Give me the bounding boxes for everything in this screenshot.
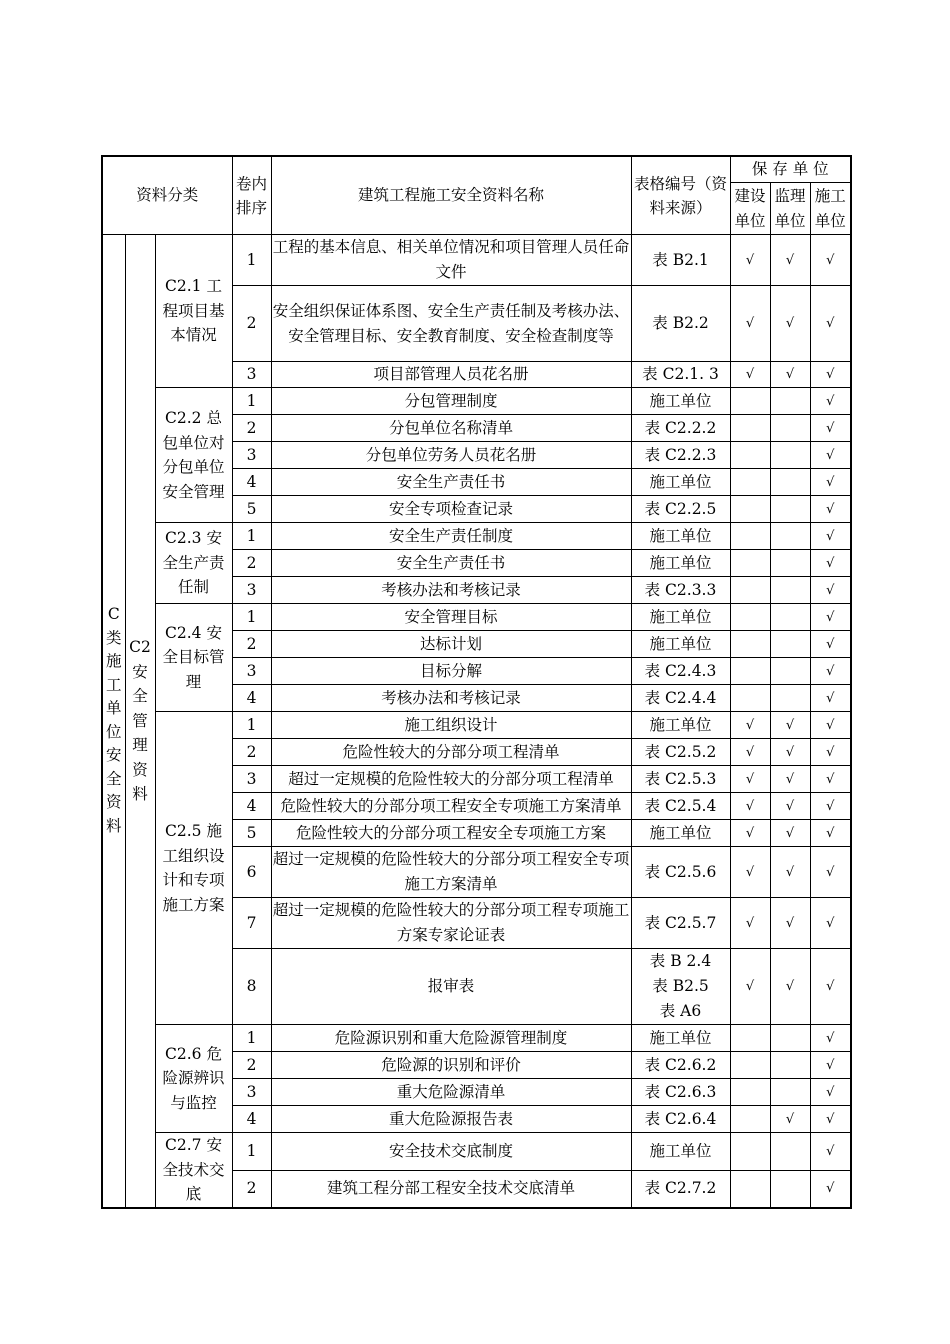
record-name: 重大危险源清单 xyxy=(271,1079,631,1106)
check-builder: √ xyxy=(810,388,851,415)
row-number: 3 xyxy=(232,577,271,604)
record-name: 建筑工程分部工程安全技术交底清单 xyxy=(271,1170,631,1208)
check-supervisor xyxy=(770,550,810,577)
form-number: 施工单位 xyxy=(631,604,730,631)
table-body xyxy=(102,235,851,1208)
form-number: 表 B2.2 xyxy=(631,286,730,362)
row-number: 5 xyxy=(232,496,271,523)
check-supervisor xyxy=(770,1133,810,1171)
check-owner: √ xyxy=(730,362,770,388)
row-number: 7 xyxy=(232,898,271,949)
record-name: 重大危险源报告表 xyxy=(271,1106,631,1133)
check-builder: √ xyxy=(810,1133,851,1171)
table-row xyxy=(102,523,851,550)
header-form-no: 表格编号（资料来源） xyxy=(631,156,730,235)
table-row xyxy=(102,712,851,739)
check-owner: √ xyxy=(730,820,770,847)
check-builder: √ xyxy=(810,550,851,577)
record-name: 危险性较大的分部分项工程清单 xyxy=(271,739,631,766)
check-owner xyxy=(730,469,770,496)
record-name: 分包管理制度 xyxy=(271,388,631,415)
check-owner xyxy=(730,658,770,685)
check-owner xyxy=(730,415,770,442)
check-owner: √ xyxy=(730,739,770,766)
group-label: C2.5 施工组织设计和专项施工方案 xyxy=(155,712,232,1025)
row-number: 1 xyxy=(232,712,271,739)
record-name: 项目部管理人员花名册 xyxy=(271,362,631,388)
row-number: 1 xyxy=(232,235,271,286)
record-name: 超过一定规模的危险性较大的分部分项工程安全专项施工方案清单 xyxy=(271,847,631,898)
record-name: 安全专项检查记录 xyxy=(271,496,631,523)
group-label: C2.1 工程项目基本情况 xyxy=(155,235,232,388)
group-label: C2.2 总包单位对分包单位安全管理 xyxy=(155,388,232,523)
record-name: 工程的基本信息、相关单位情况和项目管理人员任命文件 xyxy=(271,235,631,286)
check-supervisor: √ xyxy=(770,793,810,820)
row-number: 1 xyxy=(232,388,271,415)
check-owner xyxy=(730,442,770,469)
check-owner xyxy=(730,604,770,631)
check-owner xyxy=(730,1170,770,1208)
check-supervisor xyxy=(770,442,810,469)
form-number: 施工单位 xyxy=(631,820,730,847)
form-number: 表 C2.5.3 xyxy=(631,766,730,793)
check-owner: √ xyxy=(730,847,770,898)
header-builder: 施工单位 xyxy=(810,183,851,235)
row-number: 3 xyxy=(232,766,271,793)
form-number: 表 C2.5.6 xyxy=(631,847,730,898)
form-number: 表 C2.4.4 xyxy=(631,685,730,712)
check-owner xyxy=(730,631,770,658)
row-number: 2 xyxy=(232,286,271,362)
group-label: C2.7 安全技术交底 xyxy=(155,1133,232,1208)
check-supervisor: √ xyxy=(770,235,810,286)
table-row xyxy=(102,388,851,415)
check-builder: √ xyxy=(810,847,851,898)
check-builder: √ xyxy=(810,577,851,604)
header-supervisor: 监理单位 xyxy=(770,183,810,235)
check-builder: √ xyxy=(810,712,851,739)
check-supervisor xyxy=(770,415,810,442)
check-supervisor xyxy=(770,577,810,604)
row-number: 4 xyxy=(232,1106,271,1133)
check-supervisor xyxy=(770,1025,810,1052)
check-builder: √ xyxy=(810,1079,851,1106)
header-name: 建筑工程施工安全资料名称 xyxy=(271,156,631,235)
form-number: 表 B2.1 xyxy=(631,235,730,286)
form-number: 施工单位 xyxy=(631,631,730,658)
check-owner xyxy=(730,523,770,550)
header-keep: 保 存 单 位 xyxy=(730,156,851,183)
record-name: 安全管理目标 xyxy=(271,604,631,631)
check-builder: √ xyxy=(810,949,851,1025)
record-name: 安全技术交底制度 xyxy=(271,1133,631,1171)
check-owner xyxy=(730,1052,770,1079)
form-number: 表 C2.3.3 xyxy=(631,577,730,604)
check-owner xyxy=(730,1079,770,1106)
check-supervisor: √ xyxy=(770,766,810,793)
check-supervisor: √ xyxy=(770,1106,810,1133)
record-name: 超过一定规模的危险性较大的分部分项工程清单 xyxy=(271,766,631,793)
record-name: 安全生产责任书 xyxy=(271,469,631,496)
record-name: 安全生产责任制度 xyxy=(271,523,631,550)
check-owner: √ xyxy=(730,949,770,1025)
record-name: 危险源识别和重大危险源管理制度 xyxy=(271,1025,631,1052)
check-builder: √ xyxy=(810,523,851,550)
row-number: 1 xyxy=(232,604,271,631)
check-builder: √ xyxy=(810,739,851,766)
row-number: 6 xyxy=(232,847,271,898)
record-name: 达标计划 xyxy=(271,631,631,658)
table-row xyxy=(102,1025,851,1052)
check-builder: √ xyxy=(810,685,851,712)
form-number: 表 C2.1. 3 xyxy=(631,362,730,388)
form-number: 表 C2.5.2 xyxy=(631,739,730,766)
row-number: 3 xyxy=(232,1079,271,1106)
row-number: 2 xyxy=(232,415,271,442)
check-supervisor: √ xyxy=(770,847,810,898)
check-owner: √ xyxy=(730,286,770,362)
form-number: 表 C2.2.2 xyxy=(631,415,730,442)
form-number: 施工单位 xyxy=(631,1133,730,1171)
check-supervisor xyxy=(770,1079,810,1106)
check-supervisor: √ xyxy=(770,739,810,766)
check-owner: √ xyxy=(730,235,770,286)
form-number: 表 C2.2.3 xyxy=(631,442,730,469)
record-name: 考核办法和考核记录 xyxy=(271,685,631,712)
record-name: 危险源的识别和评价 xyxy=(271,1052,631,1079)
check-builder: √ xyxy=(810,469,851,496)
check-builder: √ xyxy=(810,1025,851,1052)
form-number: 表 B 2.4 表 B2.5 表 A6 xyxy=(631,949,730,1025)
record-name: 安全生产责任书 xyxy=(271,550,631,577)
row-number: 2 xyxy=(232,1052,271,1079)
check-supervisor: √ xyxy=(770,712,810,739)
row-number: 5 xyxy=(232,820,271,847)
form-number: 表 C2.4.3 xyxy=(631,658,730,685)
record-name: 报审表 xyxy=(271,949,631,1025)
form-number: 表 C2.6.2 xyxy=(631,1052,730,1079)
record-name: 施工组织设计 xyxy=(271,712,631,739)
check-supervisor xyxy=(770,496,810,523)
row-number: 2 xyxy=(232,631,271,658)
form-number: 施工单位 xyxy=(631,550,730,577)
check-supervisor: √ xyxy=(770,898,810,949)
group-label: C2.3 安全生产责任制 xyxy=(155,523,232,604)
check-builder: √ xyxy=(810,1052,851,1079)
check-supervisor xyxy=(770,685,810,712)
check-builder: √ xyxy=(810,631,851,658)
check-owner xyxy=(730,1133,770,1171)
form-number: 表 C2.6.3 xyxy=(631,1079,730,1106)
check-supervisor xyxy=(770,658,810,685)
check-builder: √ xyxy=(810,1170,851,1208)
check-builder: √ xyxy=(810,658,851,685)
check-owner: √ xyxy=(730,766,770,793)
check-owner xyxy=(730,496,770,523)
check-builder: √ xyxy=(810,898,851,949)
check-builder: √ xyxy=(810,793,851,820)
record-name: 分包单位劳务人员花名册 xyxy=(271,442,631,469)
form-number: 表 C2.5.7 xyxy=(631,898,730,949)
form-number: 表 C2.5.4 xyxy=(631,793,730,820)
safety-records-table xyxy=(101,155,852,1209)
record-name: 目标分解 xyxy=(271,658,631,685)
table-header xyxy=(102,156,851,235)
check-supervisor: √ xyxy=(770,286,810,362)
table-row xyxy=(102,604,851,631)
check-supervisor xyxy=(770,469,810,496)
row-number: 2 xyxy=(232,1170,271,1208)
check-owner xyxy=(730,577,770,604)
check-owner xyxy=(730,685,770,712)
row-number: 3 xyxy=(232,658,271,685)
header-order: 卷内排序 xyxy=(232,156,271,235)
form-number: 表 C2.7.2 xyxy=(631,1170,730,1208)
record-name: 安全组织保证体系图、安全生产责任制及考核办法、安全管理目标、安全教育制度、安全检查制度等 xyxy=(271,286,631,362)
row-number: 1 xyxy=(232,1025,271,1052)
check-owner xyxy=(730,550,770,577)
check-supervisor xyxy=(770,1170,810,1208)
row-number: 1 xyxy=(232,1133,271,1171)
check-builder: √ xyxy=(810,1106,851,1133)
row-number: 2 xyxy=(232,550,271,577)
check-owner xyxy=(730,388,770,415)
check-supervisor xyxy=(770,388,810,415)
row-number: 3 xyxy=(232,442,271,469)
check-builder: √ xyxy=(810,235,851,286)
record-name: 危险性较大的分部分项工程安全专项施工方案清单 xyxy=(271,793,631,820)
check-supervisor: √ xyxy=(770,949,810,1025)
check-builder: √ xyxy=(810,496,851,523)
check-owner xyxy=(730,1106,770,1133)
check-builder: √ xyxy=(810,820,851,847)
check-owner: √ xyxy=(730,793,770,820)
record-name: 超过一定规模的危险性较大的分部分项工程专项施工方案专家论证表 xyxy=(271,898,631,949)
record-name: 危险性较大的分部分项工程安全专项施工方案 xyxy=(271,820,631,847)
check-builder: √ xyxy=(810,415,851,442)
check-supervisor: √ xyxy=(770,820,810,847)
check-supervisor xyxy=(770,1052,810,1079)
group-label: C2.4 安全目标管理 xyxy=(155,604,232,712)
header-category: 资料分类 xyxy=(102,156,232,235)
table-row xyxy=(102,235,851,286)
row-number: 4 xyxy=(232,793,271,820)
row-number: 8 xyxy=(232,949,271,1025)
check-supervisor xyxy=(770,631,810,658)
check-builder: √ xyxy=(810,604,851,631)
check-builder: √ xyxy=(810,442,851,469)
check-owner: √ xyxy=(730,898,770,949)
check-builder: √ xyxy=(810,286,851,362)
check-supervisor: √ xyxy=(770,362,810,388)
row-number: 4 xyxy=(232,685,271,712)
form-number: 施工单位 xyxy=(631,388,730,415)
form-number: 表 C2.6.4 xyxy=(631,1106,730,1133)
form-number: 施工单位 xyxy=(631,469,730,496)
check-supervisor xyxy=(770,523,810,550)
check-builder: √ xyxy=(810,362,851,388)
check-owner xyxy=(730,1025,770,1052)
record-name: 考核办法和考核记录 xyxy=(271,577,631,604)
row-number: 3 xyxy=(232,362,271,388)
form-number: 施工单位 xyxy=(631,523,730,550)
record-name: 分包单位名称清单 xyxy=(271,415,631,442)
check-owner: √ xyxy=(730,712,770,739)
table-row xyxy=(102,1133,851,1171)
row-number: 4 xyxy=(232,469,271,496)
form-number: 表 C2.2.5 xyxy=(631,496,730,523)
group-label: C2.6 危险源辨识与监控 xyxy=(155,1025,232,1133)
row-number: 2 xyxy=(232,739,271,766)
row-number: 1 xyxy=(232,523,271,550)
category-c2-label: C2 安 全 管 理 资 料 xyxy=(125,235,155,1208)
header-owner: 建设单位 xyxy=(730,183,770,235)
check-supervisor xyxy=(770,604,810,631)
category-c-label: C 类 施 工 单 位 安 全 资 料 xyxy=(102,235,125,1208)
form-number: 施工单位 xyxy=(631,1025,730,1052)
form-number: 施工单位 xyxy=(631,712,730,739)
check-builder: √ xyxy=(810,766,851,793)
